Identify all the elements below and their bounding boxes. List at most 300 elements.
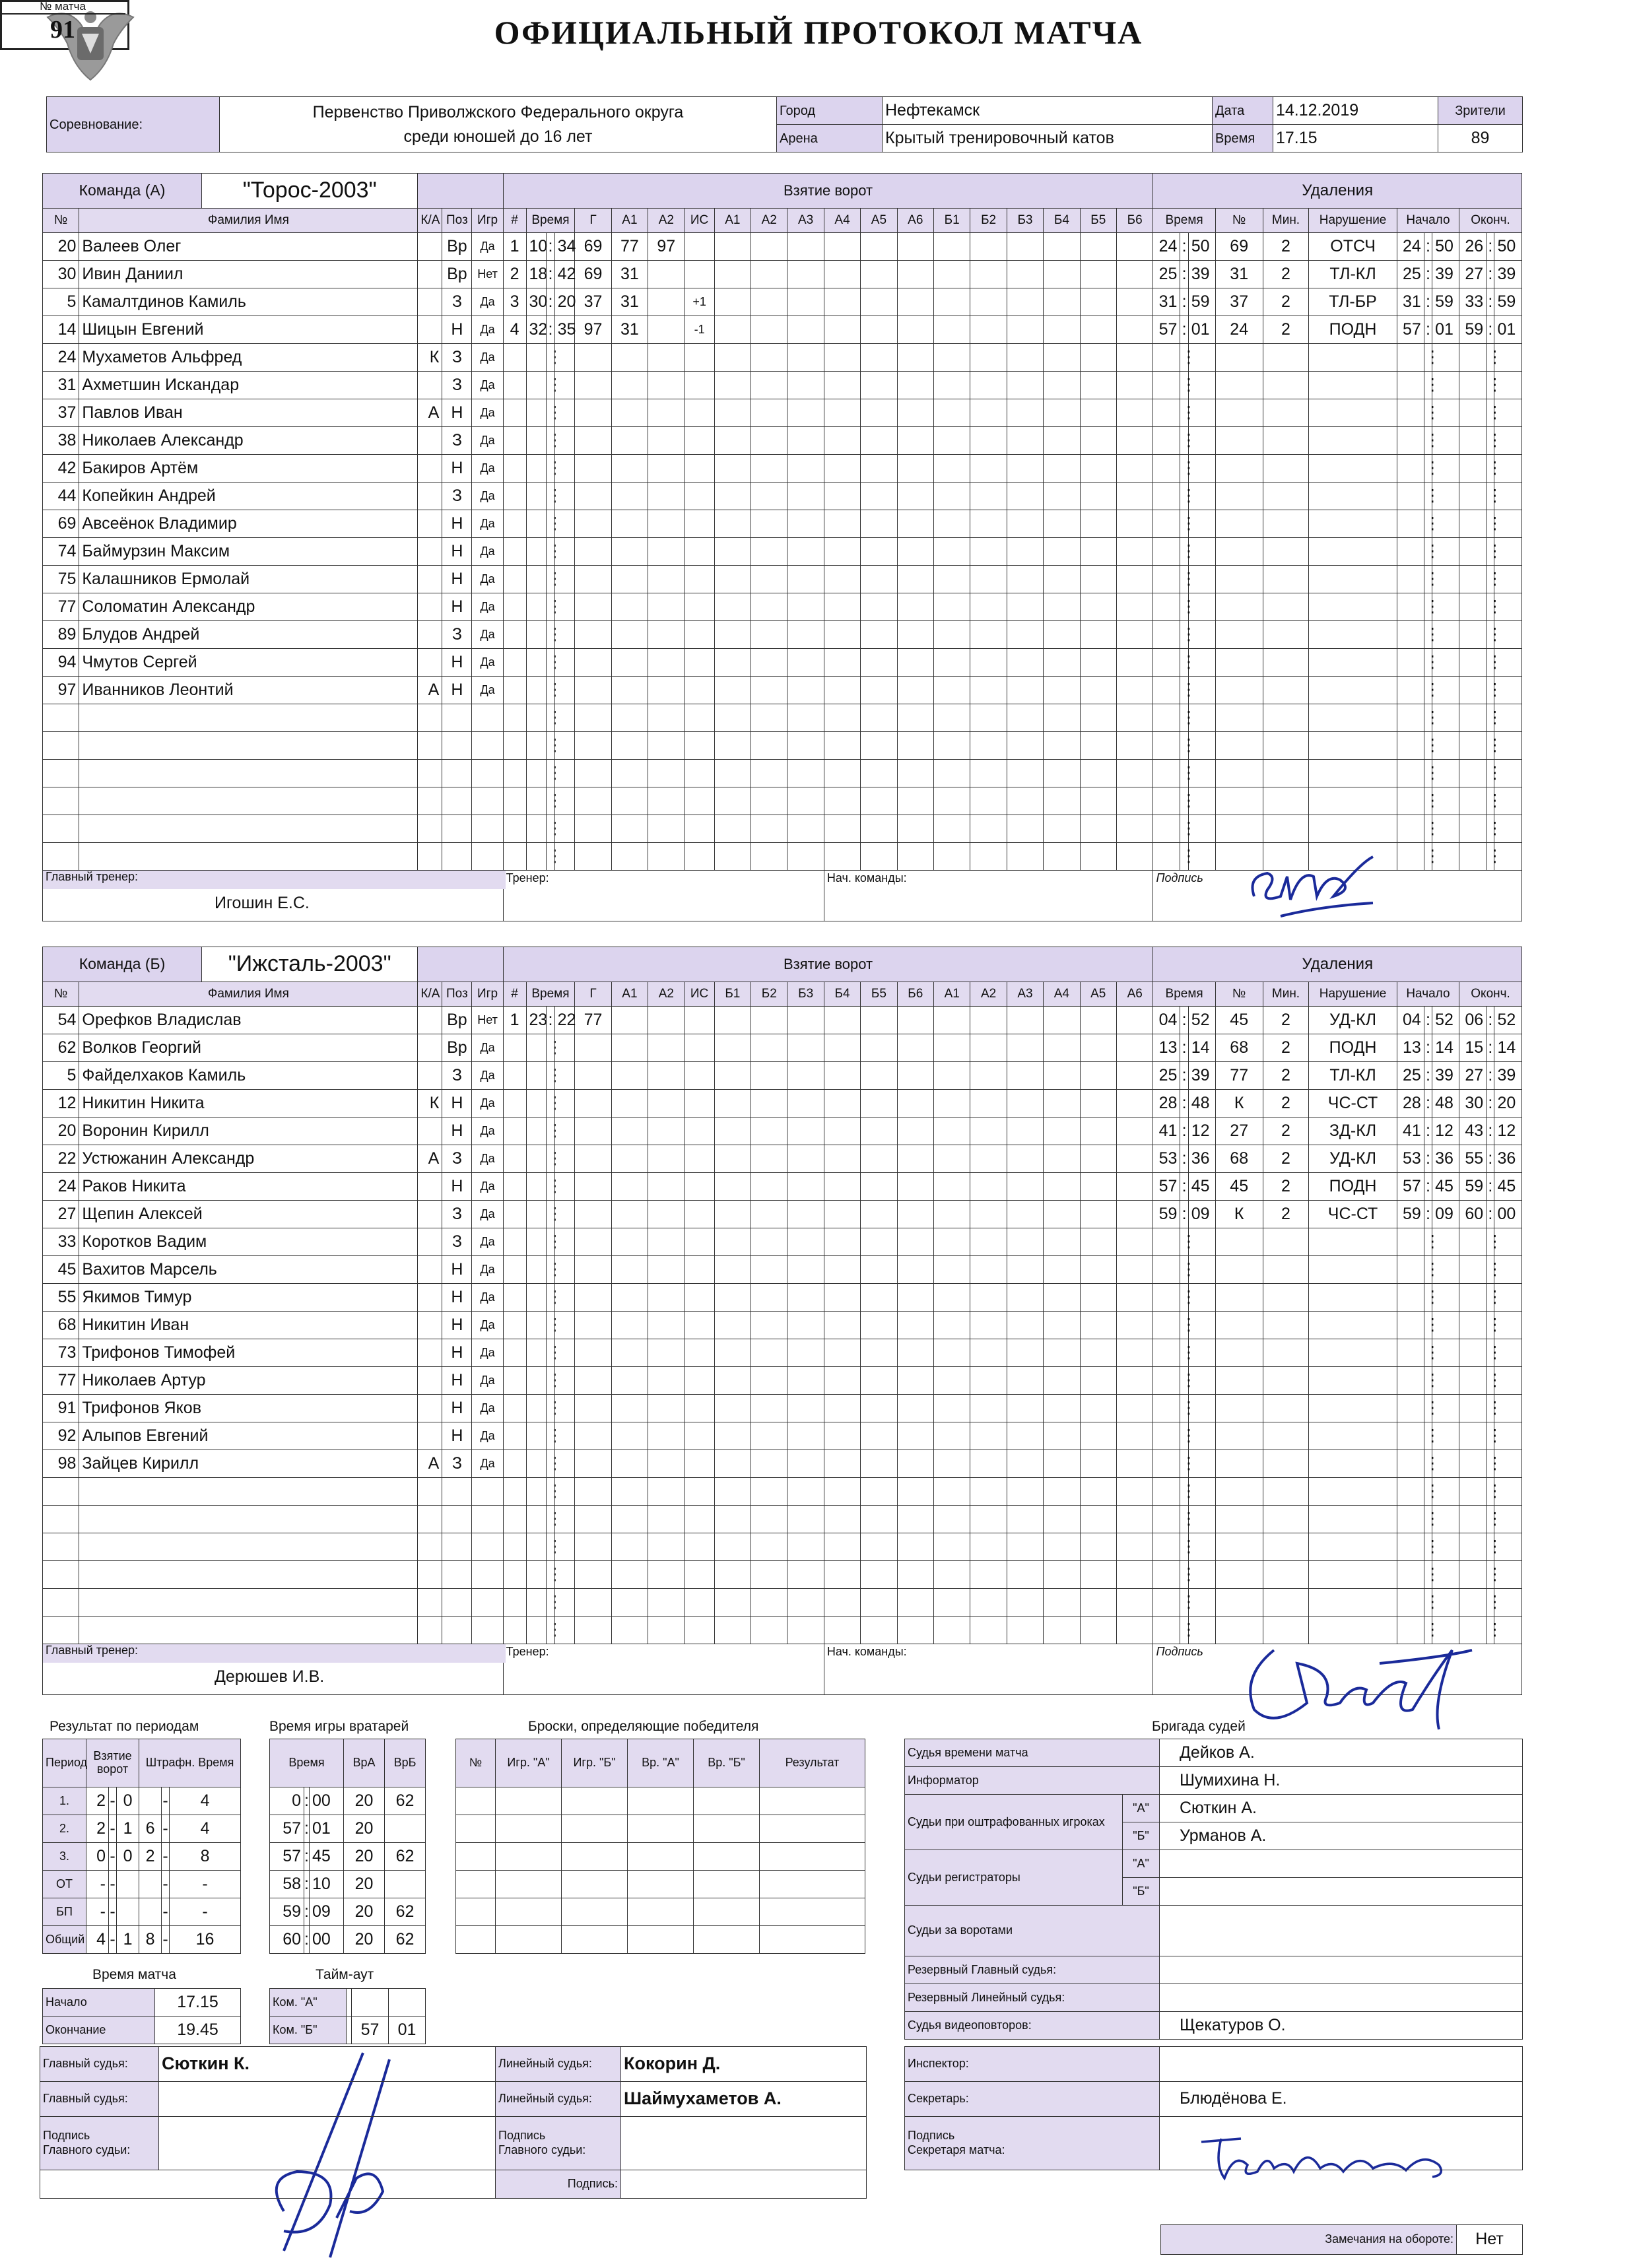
period-goals-b: 1 <box>117 1815 139 1843</box>
team_b-col-a2: А2 <box>648 982 685 1007</box>
player-number: 24 <box>43 344 79 372</box>
goal-strength: +1 <box>685 288 714 316</box>
ref-sign-plain-label: Подпись: <box>496 2170 621 2199</box>
competition-label: Соревнование: <box>47 97 220 152</box>
match-time-table <box>42 1988 241 2044</box>
table-row: 62 Волков Георгий Вр Да ⋮ 13 : 14 68 2 ПОДН 13 : 14 15 : 14 <box>43 1034 1522 1062</box>
shootout-col-res: Результат <box>760 1739 865 1787</box>
penalty-second: 52 <box>1188 1007 1215 1034</box>
date-value: 14.12.2019 <box>1273 97 1438 125</box>
player-captain-mark <box>418 1256 442 1284</box>
penalty-second: 48 <box>1188 1090 1215 1117</box>
player-plays: Да <box>472 1422 503 1450</box>
player-position: Н <box>442 399 472 427</box>
timeout-a-label: Ком. "А" <box>270 1989 347 2017</box>
gk-a: 20 <box>344 1926 385 1954</box>
table-row: 92 Алыпов Евгений Н Да ⋮ ⋮ ⋮ ⋮ <box>43 1422 1522 1450</box>
table-row: 55 Якимов Тимур Н Да ⋮ ⋮ ⋮ ⋮ <box>43 1284 1522 1312</box>
table-row <box>456 1787 865 1815</box>
gk-second: 00 <box>310 1787 344 1815</box>
player-number: 33 <box>43 1228 79 1256</box>
player-position: Н <box>442 1312 472 1339</box>
table-row: 58 : 10 20 <box>270 1871 426 1898</box>
goal-minute: 18 <box>526 261 547 288</box>
table-row: 37 Павлов Иван А Н Да ⋮ ⋮ ⋮ ⋮ <box>43 399 1522 427</box>
player-captain-mark <box>418 455 442 483</box>
line-ref-label-2: Линейный судья: <box>496 2082 621 2117</box>
penalty-violation: ЧС-СТ <box>1309 1090 1397 1117</box>
goal-minute: 32 <box>526 316 547 344</box>
team_a-col-B2: Б2 <box>970 209 1007 233</box>
reserve-line-ref-label: Резервный Линейный судья: <box>905 1984 1160 2012</box>
penalty-minute: 25 <box>1153 261 1180 288</box>
line-ref-1: Кокорин Д. <box>621 2047 867 2082</box>
player-captain-mark <box>418 1395 442 1422</box>
gk-b: 62 <box>385 1898 426 1926</box>
shootout-col-pb: Игр. "Б" <box>562 1739 628 1787</box>
player-captain-mark <box>418 1062 442 1090</box>
competition-line1: Первенство Приволжского Федерального округа <box>312 103 684 122</box>
team_b-goals-header: Взятие ворот <box>503 947 1153 982</box>
spectators-value: 89 <box>1438 125 1523 152</box>
player-captain-mark <box>418 1173 442 1201</box>
team_b-head-coach-label: Главный тренер: <box>43 1644 506 1663</box>
player-name: Баймурзин Максим <box>79 538 418 566</box>
table-row: 27 Щепин Алексей З Да ⋮ 59 : 09 К 2 ЧС-СТ 59 : 09 60 : 00 <box>43 1201 1522 1228</box>
penalty-start-minute: 57 <box>1397 316 1424 344</box>
penalty-end-minute: 30 <box>1459 1090 1487 1117</box>
table-row: ⋮ ⋮ ⋮ ⋮ <box>43 760 1522 787</box>
penalty-player: 68 <box>1215 1034 1263 1062</box>
team_b-team-chief-label: Нач. команды: <box>824 1644 1153 1695</box>
player-number: 74 <box>43 538 79 566</box>
line-ref-2: Шаймухаметов А. <box>621 2082 867 2117</box>
player-position: Н <box>442 510 472 538</box>
penalty-end-second: 50 <box>1494 233 1522 261</box>
player-name: Авсеёнок Владимир <box>79 510 418 538</box>
player-plays: Да <box>472 1173 503 1201</box>
shootout-col-ga: Вр. "А" <box>628 1739 694 1787</box>
gk-col-a: ВрА <box>344 1739 385 1787</box>
period-goals-a: 0 <box>86 1843 109 1871</box>
player-number: 68 <box>43 1312 79 1339</box>
goal-second: 22 <box>554 1007 575 1034</box>
table-row: ⋮ ⋮ ⋮ ⋮ <box>43 787 1522 815</box>
player-captain-mark <box>418 1228 442 1256</box>
penalty-end-minute: 06 <box>1459 1007 1487 1034</box>
player-name: Ахметшин Искандар <box>79 372 418 399</box>
player-name: Якимов Тимур <box>79 1284 418 1312</box>
player-captain-mark: К <box>418 344 442 372</box>
player-number: 55 <box>43 1284 79 1312</box>
player-position: З <box>442 427 472 455</box>
team_b-label: Команда (Б) <box>43 947 202 982</box>
team_a-col-B3: Б3 <box>1007 209 1043 233</box>
penalty-minute: 57 <box>1153 1173 1180 1201</box>
player-captain-mark: А <box>418 677 442 704</box>
competition-line2: среди юношей до 16 лет <box>403 127 593 146</box>
gk-b: 62 <box>385 1787 426 1815</box>
gk-time-title: Время игры вратарей <box>269 1719 409 1734</box>
team_a-team-chief-label: Нач. команды: <box>824 871 1153 921</box>
penalty-end-second: 00 <box>1494 1201 1522 1228</box>
player-plays: Да <box>472 455 503 483</box>
gk-col-time: Время <box>270 1739 344 1787</box>
table-row: ОТ - - - - <box>43 1871 241 1898</box>
period-name: 3. <box>43 1843 86 1871</box>
player-number: 30 <box>43 261 79 288</box>
penalty-minutes: 2 <box>1263 316 1309 344</box>
penalty-player: 45 <box>1215 1007 1263 1034</box>
player-number: 69 <box>43 510 79 538</box>
player-position: З <box>442 1450 472 1478</box>
player-plays: Да <box>472 399 503 427</box>
timekeeper-value: Дейков А. <box>1160 1739 1523 1767</box>
penalty-minute: 04 <box>1153 1007 1180 1034</box>
gk-second: 00 <box>310 1926 344 1954</box>
penalty-player: К <box>1215 1201 1263 1228</box>
timeout-table <box>269 1988 426 2044</box>
player-position: З <box>442 621 472 649</box>
player-position: З <box>442 288 472 316</box>
table-row: 1. 2 - 0 - 4 <box>43 1787 241 1815</box>
player-name: Иванников Леонтий <box>79 677 418 704</box>
player-name: Вахитов Марсель <box>79 1256 418 1284</box>
penalty-second: 59 <box>1188 288 1215 316</box>
penalty-minutes: 2 <box>1263 1145 1309 1173</box>
player-number: 73 <box>43 1339 79 1367</box>
team_b-col-B4: Б4 <box>824 982 860 1007</box>
player-number: 62 <box>43 1034 79 1062</box>
penalty-start-minute: 24 <box>1397 233 1424 261</box>
penalty-minutes: 2 <box>1263 1034 1309 1062</box>
table-row: 45 Вахитов Марсель Н Да ⋮ ⋮ ⋮ ⋮ <box>43 1256 1522 1284</box>
team_a-goals-header: Взятие ворот <box>503 174 1153 209</box>
penalty-player: 68 <box>1215 1145 1263 1173</box>
team_b-col-pen_viol: Нарушение <box>1309 982 1397 1007</box>
penalty-player: 27 <box>1215 1117 1263 1145</box>
registrars-label: Судьи регистраторы <box>905 1850 1123 1906</box>
player-plays: Нет <box>472 261 503 288</box>
goal-assist1 <box>611 1007 648 1034</box>
periods-title: Результат по периодам <box>50 1719 199 1734</box>
player-plays: Да <box>472 344 503 372</box>
period-goals-b: 0 <box>117 1843 139 1871</box>
table-row: 68 Никитин Иван Н Да ⋮ ⋮ ⋮ ⋮ <box>43 1312 1522 1339</box>
table-row: 57 : 45 20 62 <box>270 1843 426 1871</box>
player-number: 20 <box>43 233 79 261</box>
goal-strength <box>685 1007 714 1034</box>
team_a-col-B6: Б6 <box>1116 209 1153 233</box>
player-number: 14 <box>43 316 79 344</box>
match-number-box <box>0 0 129 50</box>
player-number: 89 <box>43 621 79 649</box>
main-ref-label-1: Главный судья: <box>40 2047 159 2082</box>
goal-assist2 <box>648 316 685 344</box>
player-plays: Да <box>472 427 503 455</box>
table-row: 20 Валеев Олег Вр Да 1 10 : 34 69 77 97 24 : 50 69 2 ОТСЧ 24 : 50 26 : 50 <box>43 233 1522 261</box>
gk-second: 09 <box>310 1898 344 1926</box>
goal-assist1: 31 <box>611 261 648 288</box>
secretary-sign-label-a: Подпись <box>908 2129 955 2143</box>
penalty-a-tag: "А" <box>1123 1795 1160 1822</box>
gk-second: 01 <box>310 1815 344 1843</box>
period-name: Общий <box>43 1926 86 1954</box>
officials-title: Бригада судей <box>1152 1719 1246 1734</box>
team_b-col-time: Время <box>526 982 575 1007</box>
team_b-col-a1: А1 <box>611 982 648 1007</box>
penalty-minute: 59 <box>1153 1201 1180 1228</box>
player-number: 77 <box>43 1367 79 1395</box>
team_a-col-a2: А2 <box>648 209 685 233</box>
player-name: Никитин Иван <box>79 1312 418 1339</box>
periods-col-period: Период <box>43 1739 86 1787</box>
player-number: 91 <box>43 1395 79 1422</box>
period-pim-b: - <box>170 1871 241 1898</box>
penalty-end-minute: 60 <box>1459 1201 1487 1228</box>
ref-sign-label-1a: Подпись <box>43 2129 90 2143</box>
table-row: 91 Трифонов Яков Н Да ⋮ ⋮ ⋮ ⋮ <box>43 1395 1522 1422</box>
player-number: 24 <box>43 1173 79 1201</box>
player-name: Волков Георгий <box>79 1034 418 1062</box>
penalty-end-second: 52 <box>1494 1007 1522 1034</box>
table-row: ⋮ ⋮ ⋮ ⋮ <box>43 815 1522 843</box>
player-position: Н <box>442 677 472 704</box>
table-row: ⋮ ⋮ ⋮ ⋮ <box>43 732 1522 760</box>
table-row: 31 Ахметшин Искандар З Да ⋮ ⋮ ⋮ ⋮ <box>43 372 1522 399</box>
table-row: 75 Калашников Ермолай Н Да ⋮ ⋮ ⋮ ⋮ <box>43 566 1522 593</box>
penalty-minutes: 2 <box>1263 1117 1309 1145</box>
table-row: БП - - - - <box>43 1898 241 1926</box>
player-number: 97 <box>43 677 79 704</box>
gk-second: 45 <box>310 1843 344 1871</box>
penalty-end-minute: 33 <box>1459 288 1487 316</box>
penalty-violation: ПОДН <box>1309 1173 1397 1201</box>
goal-strength <box>685 233 714 261</box>
penalty-end-minute: 27 <box>1459 1062 1487 1090</box>
penalty-start-second: 39 <box>1432 261 1459 288</box>
period-pim-b: - <box>170 1898 241 1926</box>
player-name: Трифонов Яков <box>79 1395 418 1422</box>
player-captain-mark <box>418 593 442 621</box>
player-name: Устюжанин Александр <box>79 1145 418 1173</box>
time-label: Время <box>1213 125 1273 152</box>
goal-number: 4 <box>503 316 526 344</box>
player-captain-mark <box>418 649 442 677</box>
goal-minute: 23 <box>526 1007 547 1034</box>
table-row: 73 Трифонов Тимофей Н Да ⋮ ⋮ ⋮ ⋮ <box>43 1339 1522 1367</box>
player-captain-mark <box>418 1007 442 1034</box>
team_b-col-B3: Б3 <box>787 982 824 1007</box>
penalty-violation: ОТСЧ <box>1309 233 1397 261</box>
player-number: 31 <box>43 372 79 399</box>
penalty-start-minute: 41 <box>1397 1117 1424 1145</box>
player-captain-mark <box>418 261 442 288</box>
period-pim-b: 4 <box>170 1815 241 1843</box>
shootout-col-pa: Игр. "А" <box>496 1739 562 1787</box>
team_a-col-A2: А2 <box>751 209 787 233</box>
table-row: 54 Орефков Владислав Вр Нет 1 23 : 22 77 04 : 52 45 2 УД-КЛ 04 : 52 06 : 52 <box>43 1007 1522 1034</box>
period-goals-a: 2 <box>86 1815 109 1843</box>
spectators-label: Зрители <box>1438 97 1523 125</box>
notes-table <box>1160 2224 1523 2255</box>
player-position: Н <box>442 1395 472 1422</box>
penalty-start-second: 39 <box>1432 1062 1459 1090</box>
team_a-col-ka: К/А <box>418 209 442 233</box>
table-row: 2. 2 - 1 6 - 4 <box>43 1815 241 1843</box>
penalty-minute: 41 <box>1153 1117 1180 1145</box>
player-number: 37 <box>43 399 79 427</box>
team_b-col-play: Игр <box>472 982 503 1007</box>
timeout-b-sec: 01 <box>389 2017 426 2044</box>
table-row: 59 : 09 20 62 <box>270 1898 426 1926</box>
player-position: Вр <box>442 1007 472 1034</box>
table-row: 20 Воронин Кирилл Н Да ⋮ 41 : 12 27 2 ЗД-КЛ 41 : 12 43 : 12 <box>43 1117 1522 1145</box>
penalty-end-second: 36 <box>1494 1145 1522 1173</box>
match-start-label: Начало <box>43 1989 155 2017</box>
player-name: Коротков Вадим <box>79 1228 418 1256</box>
goal-scorer: 37 <box>575 288 611 316</box>
player-number: 42 <box>43 455 79 483</box>
player-position: З <box>442 1062 472 1090</box>
table-row: ⋮ ⋮ ⋮ ⋮ <box>43 1561 1522 1589</box>
gk-minute: 59 <box>270 1898 304 1926</box>
main-ref-label-2: Главный судья: <box>40 2082 159 2117</box>
player-plays: Да <box>472 1312 503 1339</box>
player-name: Шицын Евгений <box>79 316 418 344</box>
player-plays: Да <box>472 1117 503 1145</box>
goal-judges-label: Судьи за воротами <box>905 1906 1160 1956</box>
player-name: Валеев Олег <box>79 233 418 261</box>
team_b-col-is: ИС <box>685 982 714 1007</box>
penalty-minute: 24 <box>1153 233 1180 261</box>
team_a-col-is: ИС <box>685 209 714 233</box>
player-position: Н <box>442 1173 472 1201</box>
notes-label: Замечания на обороте: <box>1161 2225 1457 2255</box>
penalty-start-second: 01 <box>1432 316 1459 344</box>
table-row <box>456 1926 865 1954</box>
goal-scorer: 69 <box>575 261 611 288</box>
informer-value: Шумихина Н. <box>1160 1767 1523 1795</box>
player-plays: Да <box>472 1034 503 1062</box>
player-name: Николаев Александр <box>79 427 418 455</box>
penalty-second: 01 <box>1188 316 1215 344</box>
period-pim-b: 8 <box>170 1843 241 1871</box>
period-pim-a: 2 <box>139 1843 162 1871</box>
penalty-player: 69 <box>1215 233 1263 261</box>
team_b-penalties-header: Удаления <box>1153 947 1522 982</box>
goal-second: 42 <box>554 261 575 288</box>
table-row: 77 Николаев Артур Н Да ⋮ ⋮ ⋮ ⋮ <box>43 1367 1522 1395</box>
penalty-start-minute: 31 <box>1397 288 1424 316</box>
player-captain-mark <box>418 621 442 649</box>
player-plays: Да <box>472 372 503 399</box>
goal-minute: 10 <box>526 233 547 261</box>
line-ref-label-1: Линейный судья: <box>496 2047 621 2082</box>
goal-assist1: 31 <box>611 316 648 344</box>
table-row: ⋮ ⋮ ⋮ ⋮ <box>43 1533 1522 1561</box>
periods-col-goals: Взятие ворот <box>86 1739 139 1787</box>
player-plays: Да <box>472 1062 503 1090</box>
penalty-violation: УД-КЛ <box>1309 1007 1397 1034</box>
team_b-col-pen_min: Мин. <box>1263 982 1309 1007</box>
gk-minute: 57 <box>270 1815 304 1843</box>
penalty-second: 39 <box>1188 261 1215 288</box>
player-captain-mark <box>418 1312 442 1339</box>
time-value: 17.15 <box>1273 125 1438 152</box>
player-position: Вр <box>442 1034 472 1062</box>
match-start-value: 17.15 <box>155 1989 241 2017</box>
player-plays: Да <box>472 1395 503 1422</box>
gk-second: 10 <box>310 1871 344 1898</box>
penalty-start-second: 36 <box>1432 1145 1459 1173</box>
period-goals-b <box>117 1871 139 1898</box>
player-captain-mark: А <box>418 1145 442 1173</box>
player-name: Алыпов Евгений <box>79 1422 418 1450</box>
table-row: 5 Файделхаков Камиль З Да ⋮ 25 : 39 77 2 ТЛ-КЛ 25 : 39 27 : 39 <box>43 1062 1522 1090</box>
team_a-col-pen_min: Мин. <box>1263 209 1309 233</box>
team_a-col-A1: А1 <box>714 209 751 233</box>
main-ref-1: Сюткин К. <box>159 2047 496 2082</box>
goal-assist1: 31 <box>611 288 648 316</box>
table-row: 97 Иванников Леонтий А Н Да ⋮ ⋮ ⋮ ⋮ <box>43 677 1522 704</box>
player-position: З <box>442 1201 472 1228</box>
table-row: 42 Бакиров Артём Н Да ⋮ ⋮ ⋮ ⋮ <box>43 455 1522 483</box>
penalty-second: 12 <box>1188 1117 1215 1145</box>
gk-b <box>385 1871 426 1898</box>
penalty-second: 09 <box>1188 1201 1215 1228</box>
team_b-col-name: Фамилия Имя <box>79 982 418 1007</box>
period-goals-a: 2 <box>86 1787 109 1815</box>
player-captain-mark: К <box>418 1090 442 1117</box>
gk-a: 20 <box>344 1898 385 1926</box>
penalty-start-minute: 53 <box>1397 1145 1424 1173</box>
team_b-col-pen_start: Начало <box>1397 982 1459 1007</box>
table-row <box>456 1898 865 1926</box>
penalty-minute: 53 <box>1153 1145 1180 1173</box>
team_a-col-name: Фамилия Имя <box>79 209 418 233</box>
team_b-col-A6: А6 <box>1116 982 1153 1007</box>
period-pim-b: 4 <box>170 1787 241 1815</box>
team_a-col-pos: Поз <box>442 209 472 233</box>
shootout-col-no: № <box>456 1739 496 1787</box>
player-position: Н <box>442 1090 472 1117</box>
table-row: 24 Мухаметов Альфред К З Да ⋮ ⋮ ⋮ ⋮ <box>43 344 1522 372</box>
team_b-col-g: Г <box>575 982 611 1007</box>
player-position: З <box>442 344 472 372</box>
goal-number: 2 <box>503 261 526 288</box>
player-captain-mark <box>418 316 442 344</box>
player-name: Соломатин Александр <box>79 593 418 621</box>
player-plays: Да <box>472 1145 503 1173</box>
player-number: 75 <box>43 566 79 593</box>
goal-assist2: 97 <box>648 233 685 261</box>
match-number-label: № матча <box>0 0 125 15</box>
penalty-start-second: 59 <box>1432 288 1459 316</box>
player-number: 38 <box>43 427 79 455</box>
team_a-col-B4: Б4 <box>1044 209 1080 233</box>
player-plays: Нет <box>472 1007 503 1034</box>
player-plays: Да <box>472 1090 503 1117</box>
player-plays: Да <box>472 677 503 704</box>
penalty-start-second: 14 <box>1432 1034 1459 1062</box>
period-name: БП <box>43 1898 86 1926</box>
penalty-end-minute: 59 <box>1459 316 1487 344</box>
table-row: 57 : 01 20 <box>270 1815 426 1843</box>
video-judge-value: Щекатуров О. <box>1160 2012 1523 2040</box>
gk-b <box>385 1815 426 1843</box>
penalty-minute: 28 <box>1153 1090 1180 1117</box>
